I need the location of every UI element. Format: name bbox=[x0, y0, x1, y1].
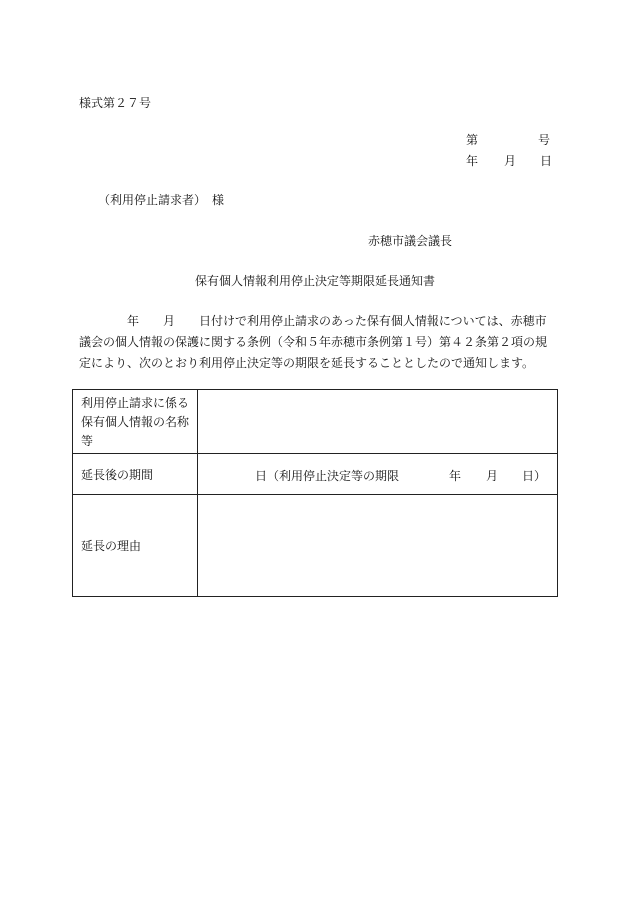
value-info-name[interactable] bbox=[198, 390, 558, 454]
table-row bbox=[73, 495, 558, 597]
label-line: 延長後の期間 bbox=[81, 467, 154, 482]
date-month: 月 bbox=[504, 154, 517, 168]
period-month: 月 bbox=[486, 469, 499, 483]
row-label-info-name bbox=[73, 390, 198, 454]
label-line: 等 bbox=[81, 433, 94, 448]
document-title: 保有個人情報利用停止決定等期限延長通知書 bbox=[194, 274, 435, 288]
sender: 赤穂市議会議長 bbox=[368, 234, 453, 248]
row-label-reason bbox=[73, 495, 198, 597]
period-year: 年 bbox=[449, 469, 462, 483]
body-line: 議会の個人情報の保護に関する条例（令和５年赤穂市条例第１号）第４２条第２項の規 bbox=[79, 335, 548, 349]
notice-table bbox=[72, 389, 558, 597]
label-line: 保有個人情報の名称 bbox=[81, 414, 190, 429]
body-line: 定により、次のとおり利用停止決定等の期限を延長することとしたので通知します。 bbox=[79, 356, 535, 370]
period-days: 日（利用停止決定等の期限 bbox=[255, 469, 400, 483]
table-row bbox=[73, 390, 558, 454]
date-year: 年 bbox=[466, 154, 479, 168]
body-line: 年 月 日付けで利用停止請求のあった保有個人情報については、赤穂市 bbox=[79, 314, 547, 328]
addressee: （利用停止請求者） 様 bbox=[98, 193, 225, 207]
number-prefix: 第 bbox=[466, 133, 479, 147]
value-extended-period[interactable] bbox=[198, 454, 558, 495]
label-line: 利用停止請求に係る bbox=[81, 395, 190, 410]
form-number: 様式第２７号 bbox=[79, 96, 152, 110]
notice-body bbox=[79, 311, 557, 374]
number-suffix: 号 bbox=[538, 133, 551, 147]
label-line: 延長の理由 bbox=[81, 539, 142, 553]
period-day-close: 日） bbox=[522, 469, 547, 483]
value-reason[interactable] bbox=[198, 495, 558, 597]
date-day: 日 bbox=[540, 154, 553, 168]
row-label-extended-period bbox=[73, 454, 198, 495]
table-row bbox=[73, 454, 558, 495]
